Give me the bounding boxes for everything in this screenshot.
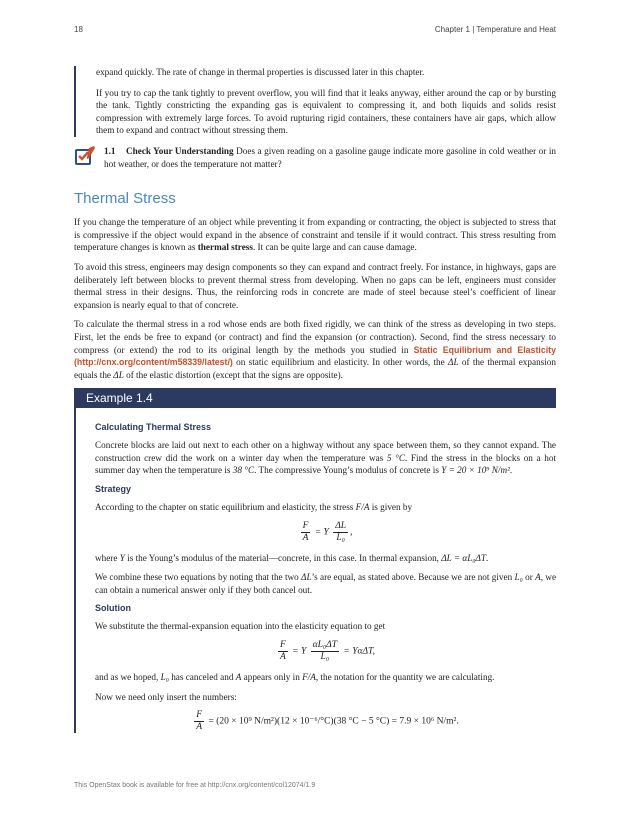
- fraction-f-a: [278, 640, 288, 663]
- math-f-over-a: F/A: [302, 672, 316, 683]
- section-paragraph-3: [74, 318, 556, 381]
- fraction-dl-l0: [333, 521, 348, 544]
- text-run: where: [95, 552, 120, 563]
- math-delta-l: ΔL: [113, 369, 124, 380]
- strategy-paragraph-1: [95, 501, 556, 514]
- equation-stress: [95, 521, 556, 544]
- denominator: A: [196, 722, 203, 733]
- intro-paragraph-1: expand quickly. The rate of change in thermal properties is discussed later in this chapter.: [96, 67, 425, 77]
- text-run: . Find the stress in the blocks on a hot summer day when the temperature is: [95, 452, 557, 476]
- punctuation: ,: [350, 527, 353, 538]
- intro-box: [74, 66, 556, 137]
- text-run: or: [522, 572, 536, 583]
- denominator: L₀: [320, 652, 330, 663]
- section-title: Thermal Stress: [74, 190, 176, 208]
- math-youngs-modulus: Y = 20 × 10⁹ N/m²: [441, 465, 510, 476]
- text-run: ’s are equal, as stated above. Because we are not given: [311, 572, 515, 583]
- solution-heading: Solution: [95, 603, 131, 614]
- solution-paragraph-3: Now we need only insert the numbers:: [95, 691, 237, 702]
- numerator: ΔL: [335, 520, 347, 531]
- section-paragraph-2: To avoid this stress, engineers may design components so they can expand and contract freely. For instance, in highways, gaps are deliberately left between blocks to prevent thermal stress from developing. When no gaps can be left, engineers must consider thermal stress in their designs. Thus, the reinforcing rods in concrete are made of steel because steel’s coefficient of linear expansion is nearly equal to that of concrete.: [74, 261, 556, 310]
- text-run: .: [509, 465, 513, 476]
- cyu-number: 1.1: [104, 145, 116, 156]
- fraction-f-a: [194, 710, 204, 733]
- text-run: appears only in: [241, 672, 303, 683]
- cyu-text: Does a given reading on a gasoline gauge indicate more gasoline in cold weather or in hot weather, or does the temperature not matter?: [104, 145, 556, 169]
- strategy-paragraph-2: [95, 552, 556, 565]
- math-f-over-a: F/A: [355, 502, 370, 513]
- fraction-f-a: [301, 521, 311, 544]
- text-run: If you change the temperature of an object while preventing it from expanding or contracting, the object is subjected to stress that is compressive if the object would expand in the absence of constraint and tensile if it would contract. This stress resulting from temperature changes is known as: [74, 217, 556, 253]
- math-temp-summer: 38 °C: [232, 465, 255, 476]
- checklist-icon: [74, 145, 96, 167]
- check-your-understanding: [74, 145, 556, 170]
- text-run: is the Young’s modulus of the material—concrete, in this case. In thermal expansion,: [124, 552, 442, 563]
- solution-paragraph-1: We substitute the thermal-expansion equation into the elasticity equation to get: [95, 621, 386, 632]
- text-run: , the notation for the quantity we are calculating.: [315, 672, 495, 683]
- intro-paragraph-2: If you try to cap the tank tightly to prevent overflow, you will find that it leaks anyway, either around the cap or by bursting the tank. Tightly constricting the expanding gas is equivalent to compressing it, and both liquids and solids resist compression with extremely large forces. To avoid rupturing rigid containers, these containers have air gaps, which allow them to expand and contract without stressing them.: [96, 87, 556, 136]
- equals-y: = Y: [314, 527, 329, 538]
- denominator: L₀: [336, 532, 345, 543]
- math-l0: L₀: [160, 672, 169, 683]
- cyu-paragraph: [104, 145, 556, 170]
- equation-numeric: [95, 710, 556, 733]
- text-run: of the elastic distortion (except that the signs are opposite).: [123, 369, 343, 380]
- text-run: . The compressive Young’s modulus of concrete is: [254, 465, 442, 476]
- denominator: A: [279, 652, 286, 663]
- text-run: is given by: [369, 502, 413, 513]
- text-run: Concrete blocks are laid out next to each other on a highway without any space between them, so they cannot expand. The construction crew did the work on a winter day when the temperature was: [95, 440, 556, 463]
- strategy-paragraph-3: [95, 571, 556, 596]
- fraction-expansion-l0: [311, 640, 339, 663]
- section-paragraph-1: [74, 216, 556, 254]
- page-content: [74, 66, 556, 741]
- example-body: [76, 408, 556, 733]
- numerator: F: [196, 710, 203, 721]
- example-box: [74, 388, 556, 733]
- equation-rhs: = (20 × 10⁹ N/m²)(12 × 10⁻⁶/°C)(38 °C − 5 °C) = 7.9 × 10⁶ N/m².: [208, 716, 459, 727]
- static-equilibrium-link[interactable]: Static Equilibrium and Elasticity (http://cnx.org/content/m58339/latest/): [74, 344, 556, 368]
- text-run: and as we hoped,: [95, 672, 161, 683]
- example-problem: [95, 439, 556, 477]
- term-thermal-stress: thermal stress: [197, 242, 253, 253]
- equation-rhs: = YαΔT,: [343, 646, 376, 657]
- text-run: .: [486, 552, 489, 563]
- text-run: has canceled and: [168, 672, 236, 683]
- text-run: . It can be quite large and can cause damage.: [252, 242, 417, 253]
- example-label: Example 1.4: [74, 388, 556, 408]
- numerator: F: [302, 520, 309, 531]
- text-run: , we can obtain a numerical answer only if they both cancel out.: [95, 572, 557, 595]
- page-footer: This OpenStax book is available for free at http://cnx.org/content/col12074/1.9: [74, 782, 316, 789]
- math-a: A: [235, 672, 242, 683]
- text-run: According to the chapter on static equilibrium and elasticity, the stress: [95, 502, 356, 513]
- example-heading: Calculating Thermal Stress: [95, 422, 212, 433]
- numerator: F: [279, 640, 286, 651]
- equals-y: = Y: [292, 646, 307, 657]
- text-run: of the thermal expansion equals the: [74, 357, 556, 380]
- math-thermal-expansion: ΔL = αL₀ΔT: [441, 552, 487, 563]
- running-head: Chapter 1 | Temperature and Heat: [434, 25, 556, 34]
- page-number: 18: [74, 25, 83, 34]
- math-a: A: [535, 572, 541, 583]
- numerator: αL₀ΔT: [312, 640, 338, 651]
- equation-combined: [95, 640, 556, 663]
- text-run: We combine these two equations by noting that the two: [95, 572, 302, 583]
- math-l0: L₀: [514, 572, 523, 583]
- math-y: Y: [119, 552, 125, 563]
- text-run: To calculate the thermal stress in a rod whose ends are both fixed rigidly, we can think of the stress as developing in two steps. First, let the ends be free to expand (or contract) and find the expansion (or contraction). Second, find the stress necessary to compress (or extend) the rod to its original length by the methods you studied in: [74, 319, 556, 355]
- strategy-heading: Strategy: [95, 484, 132, 495]
- math-delta-l: ΔL: [301, 572, 312, 583]
- math-delta-l: ΔL: [448, 357, 459, 368]
- solution-paragraph-2: [95, 671, 556, 684]
- cyu-title: Check Your Understanding: [126, 145, 234, 156]
- denominator: A: [302, 532, 309, 543]
- text-run: on static equilibrium and elasticity. In other words, the: [232, 357, 449, 368]
- math-temp-winter: 5 °C: [386, 452, 405, 463]
